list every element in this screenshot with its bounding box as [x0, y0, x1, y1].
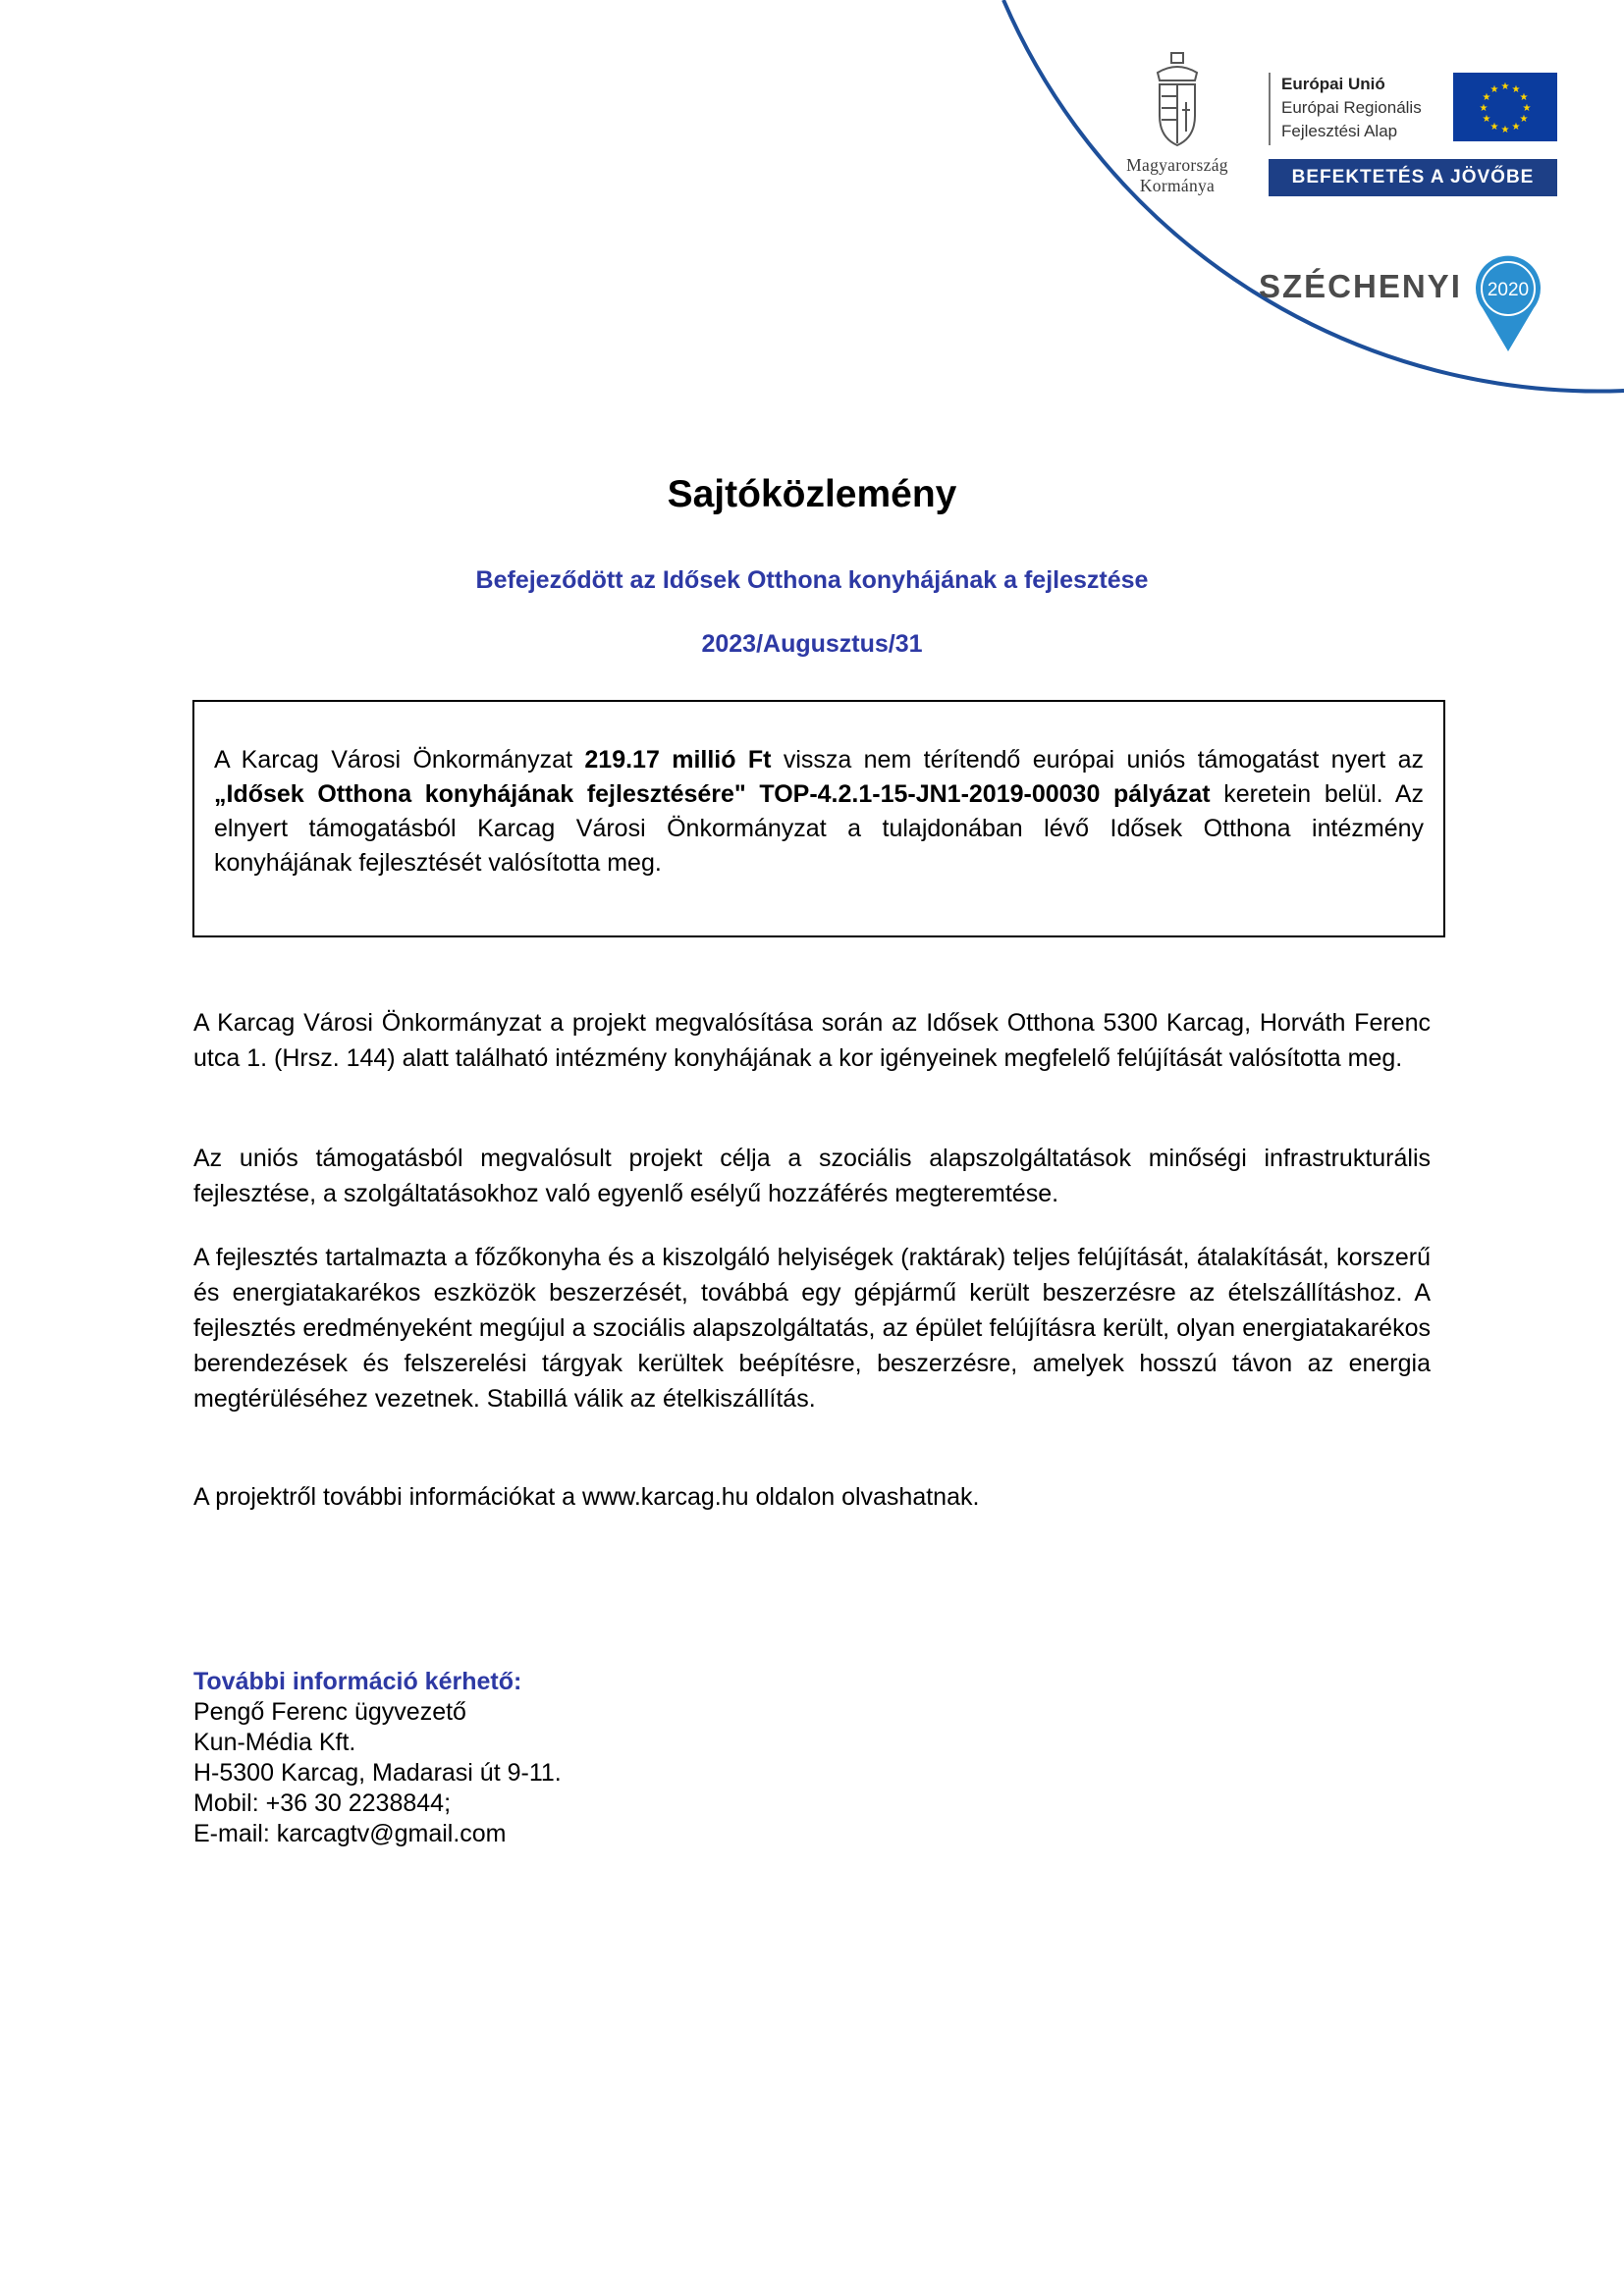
- svg-text:★: ★: [1519, 92, 1529, 103]
- project-reference: „Idősek Otthona konyhájának fejlesztésére" TOP-4.2.1-15-JN1-2019-00030 pályázat: [214, 780, 1211, 808]
- summary-text-part: vissza nem térítendő európai uniós támogatást nyert az: [771, 746, 1424, 774]
- svg-text:★: ★: [1489, 122, 1499, 133]
- eu-logo-text: [1281, 73, 1422, 143]
- svg-text:★: ★: [1500, 81, 1510, 92]
- summary-text: [214, 743, 1424, 881]
- contact-line: Pengő Ferenc ügyvezető: [193, 1698, 466, 1726]
- summary-text-part: A Karcag Városi Önkormányzat: [214, 746, 585, 774]
- szechenyi-year: 2020: [1487, 280, 1530, 300]
- government-name-line1: Magyarország: [1126, 155, 1228, 175]
- svg-text:★: ★: [1479, 103, 1489, 114]
- szechenyi-logo-text: SZÉCHENYI: [1259, 268, 1462, 304]
- body-paragraph-2: Az uniós támogatásból megvalósult projekt célja a szociális alapszolgáltatások minőségi infrastrukturális fejlesztése, a szolgáltatásokhoz való egyenlő esélyű hozzáférés megteremtése.: [193, 1145, 1431, 1207]
- summary-box: [192, 700, 1445, 937]
- body-paragraph-3: A fejlesztés tartalmazta a főzőkonyha és a kiszolgáló helyiségek (raktárak) teljes felújítását, átalakítását, korszerű és energiatakarékos eszközök beszerzését, továbbá egy gépjármű került beszerzésre az ételszállításhoz. A fejlesztés eredményeként megújul a szociális alapszolgáltatás, az épület felújításra került, olyan energiatakarékos berendezések és felszerelési tárgyak kerültek beépítésre, beszerzésre, amelyek hosszú távon az energia megtérüléséhez vezetnek. Stabillá válik az ételkiszállítás.: [193, 1244, 1431, 1413]
- eu-fund-line2: Fejlesztési Alap: [1281, 122, 1398, 140]
- hungarian-government-logo: [1098, 51, 1257, 196]
- invest-banner: BEFEKTETÉS A JÖVŐBE: [1269, 159, 1557, 196]
- contact-block: [193, 1667, 562, 1849]
- eu-title: Európai Unió: [1281, 75, 1385, 93]
- svg-text:★: ★: [1482, 92, 1491, 103]
- publish-date: 2023/Augusztus/31: [701, 630, 923, 658]
- contact-email: E-mail: karcagtv@gmail.com: [193, 1820, 507, 1847]
- eu-flag-icon: [1453, 73, 1557, 141]
- summary-text-part: keretein belül. Az elnyert támogatásból Karcag Városi Önkormányzat a tulajdonában lévő Idősek Otthona intézmény konyhájának fejlesztését valósította meg.: [214, 780, 1424, 877]
- eu-fund-line1: Európai Regionális: [1281, 98, 1422, 117]
- body-paragraph-4: A projektről további információkat a www.karcag.hu oldalon olvashatnak.: [193, 1483, 980, 1511]
- header-arc: [0, 0, 1624, 412]
- svg-text:★: ★: [1500, 125, 1510, 135]
- svg-text:★: ★: [1482, 114, 1491, 125]
- body-paragraph-1: A Karcag Városi Önkormányzat a projekt megvalósítása során az Idősek Otthona 5300 Karcag, Horváth Ferenc utca 1. (Hrsz. 144) alatt található intézmény konyhájának a kor igényeinek megfelelő felújítását valósította meg.: [193, 1009, 1431, 1072]
- page-subtitle: Befejeződött az Idősek Otthona konyhájának a fejlesztése: [475, 566, 1149, 594]
- contact-line: H-5300 Karcag, Madarasi út 9-11.: [193, 1759, 562, 1787]
- svg-text:★: ★: [1519, 114, 1529, 125]
- svg-text:★: ★: [1522, 103, 1532, 114]
- coat-of-arms-icon: [1150, 51, 1205, 149]
- page-title: Sajtóközlemény: [667, 473, 957, 515]
- contact-title: További információ kérhető:: [193, 1668, 522, 1695]
- grant-amount: 219.17 millió Ft: [584, 746, 772, 774]
- contact-line: Kun-Média Kft.: [193, 1729, 356, 1756]
- svg-text:★: ★: [1511, 84, 1521, 95]
- svg-text:★: ★: [1511, 122, 1521, 133]
- location-pin-icon: [1473, 253, 1543, 353]
- government-name: [1098, 155, 1257, 196]
- contact-phone: Mobil: +36 30 2238844;: [193, 1789, 452, 1817]
- svg-text:★: ★: [1489, 84, 1499, 95]
- government-name-line2: Kormánya: [1139, 176, 1216, 195]
- eu-logo-divider: [1269, 73, 1271, 145]
